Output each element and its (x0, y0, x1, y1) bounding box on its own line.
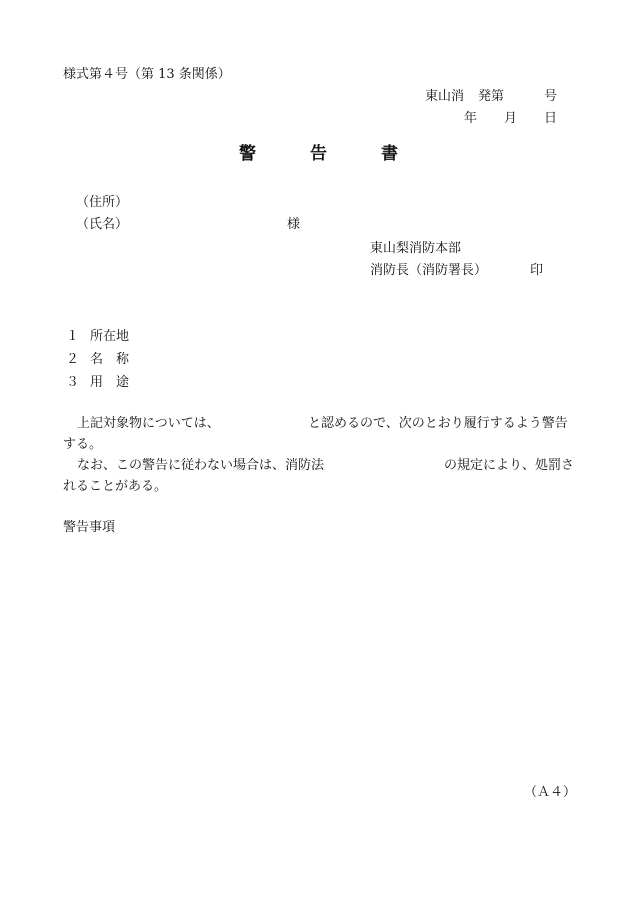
day-label: 日 (544, 111, 558, 126)
item-1-label: 所在地 (90, 329, 130, 344)
paragraph-1-part-2: と認めるので、次のとおり履行するよう警告 (308, 416, 568, 431)
number-label: 号 (544, 89, 558, 104)
paragraph-2-line-2: れることがある。 (63, 479, 168, 494)
month-label: 月 (504, 111, 518, 126)
address-label: （住所） (76, 195, 129, 210)
item-3-number: ３ (66, 375, 80, 390)
form-number-label: 様式第４号（第 13 条関係） (63, 67, 231, 82)
item-2-number: ２ (66, 352, 80, 367)
title-char-2: 告 (310, 144, 327, 164)
item-3-label: 用 途 (90, 375, 130, 390)
document-title (0, 144, 630, 164)
sender-org: 東山梨消防本部 (370, 241, 462, 256)
paragraph-2-part-1: なお、この警告に従わない場合は、消防法 (77, 458, 325, 473)
item-2-label: 名 称 (90, 352, 130, 367)
paper-size-label: （Ａ４） (524, 785, 577, 800)
title-char-1: 警 (239, 144, 256, 164)
paragraph-2-part-2: の規定により、処罰さ (444, 458, 575, 473)
item-1-number: １ (66, 329, 80, 344)
paragraph-1-part-1: 上記対象物については、 (77, 416, 220, 431)
honorific: 様 (287, 217, 301, 232)
sender-chief: 消防長（消防署長） (370, 263, 488, 278)
seal-mark: 印 (530, 263, 544, 278)
name-label: （氏名） (76, 217, 129, 232)
paragraph-1-line-2: する。 (63, 437, 103, 452)
title-char-3: 書 (381, 144, 398, 164)
warning-items-label: 警告事項 (63, 520, 116, 535)
issuer-prefix: 東山消 (425, 89, 465, 104)
issue-label: 発第 (478, 89, 505, 104)
year-label: 年 (464, 111, 478, 126)
